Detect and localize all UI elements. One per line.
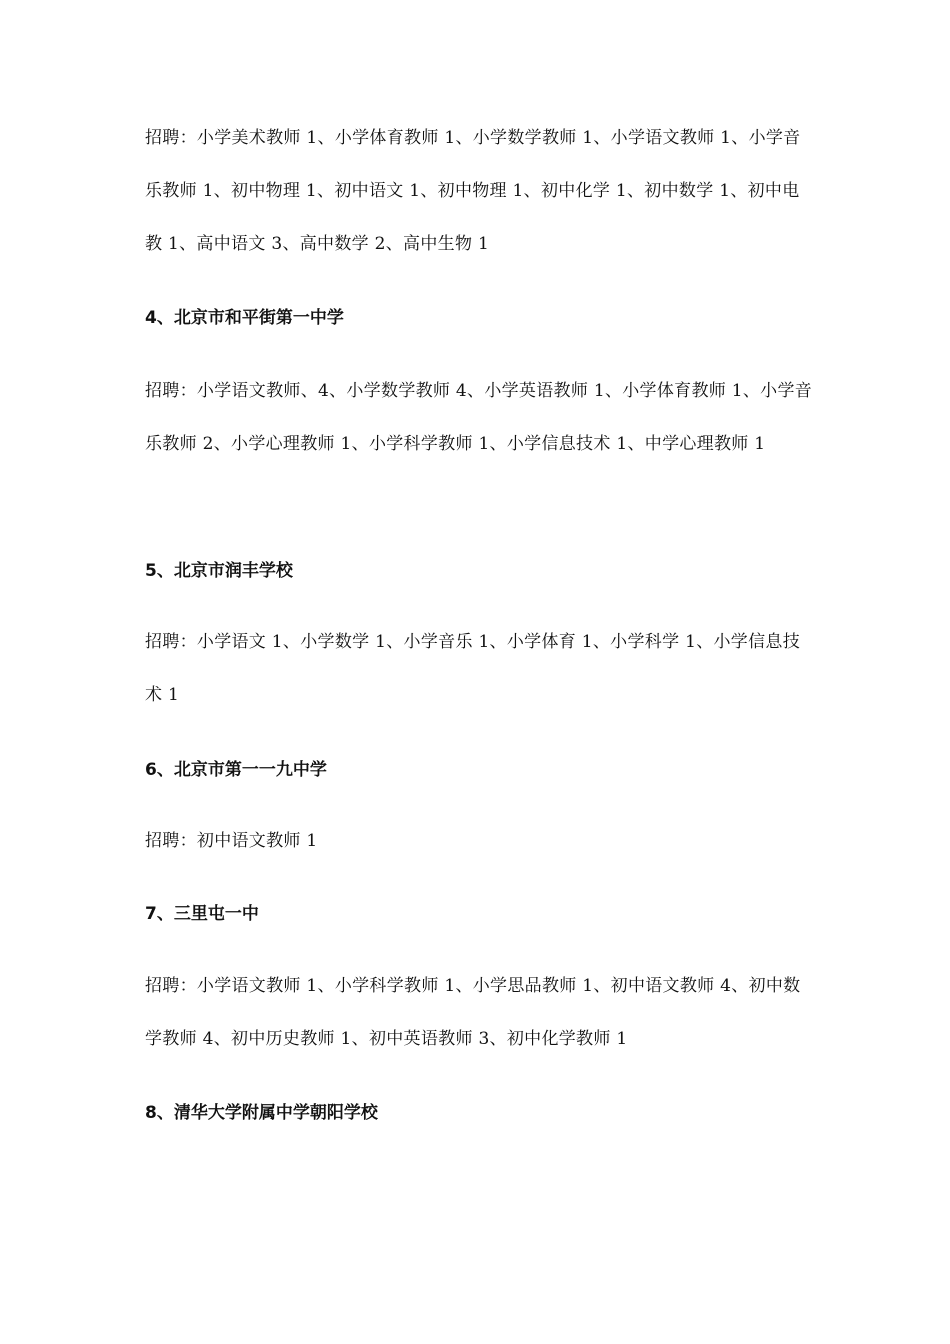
section-4-recruitment — [145, 365, 815, 471]
section-5-heading — [145, 559, 815, 583]
recruitment-text: 招聘：小学美术教师 1、小学体育教师 1、小学数学教师 1、小学语文教师 1、小学音乐教师 1、初中物理 1、初中语文 1、初中物理 1、初中化学 1、初中数学 1、初中电教 1、高中语文 3、高中数学 2、高中生物 1 — [145, 128, 801, 254]
school-heading: 7、三里屯一中 — [145, 904, 259, 924]
school-heading: 8、清华大学附属中学朝阳学校 — [145, 1103, 378, 1123]
section-5-recruitment — [145, 616, 815, 722]
section-7-recruitment — [145, 960, 815, 1066]
section-6-recruitment — [145, 815, 815, 868]
section-6-heading — [145, 758, 815, 782]
section-8-heading — [145, 1101, 815, 1125]
recruitment-text: 招聘：小学语文教师 1、小学科学教师 1、小学思品教师 1、初中语文教师 4、初中数学教师 4、初中历史教师 1、初中英语教师 3、初中化学教师 1 — [145, 976, 801, 1049]
section-4-heading — [145, 306, 815, 330]
recruitment-text: 招聘：小学语文教师、4、小学数学教师 4、小学英语教师 1、小学体育教师 1、小学音乐教师 2、小学心理教师 1、小学科学教师 1、小学信息技术 1、中学心理教师 1 — [145, 381, 813, 454]
recruitment-text: 招聘：小学语文 1、小学数学 1、小学音乐 1、小学体育 1、小学科学 1、小学信息技术 1 — [145, 632, 800, 705]
school-heading: 5、北京市润丰学校 — [145, 561, 293, 581]
recruitment-text: 招聘：初中语文教师 1 — [145, 831, 318, 851]
section-3-recruitment — [145, 112, 815, 271]
section-7-heading — [145, 902, 815, 926]
school-heading: 6、北京市第一一九中学 — [145, 760, 327, 780]
school-heading: 4、北京市和平街第一中学 — [145, 308, 344, 328]
